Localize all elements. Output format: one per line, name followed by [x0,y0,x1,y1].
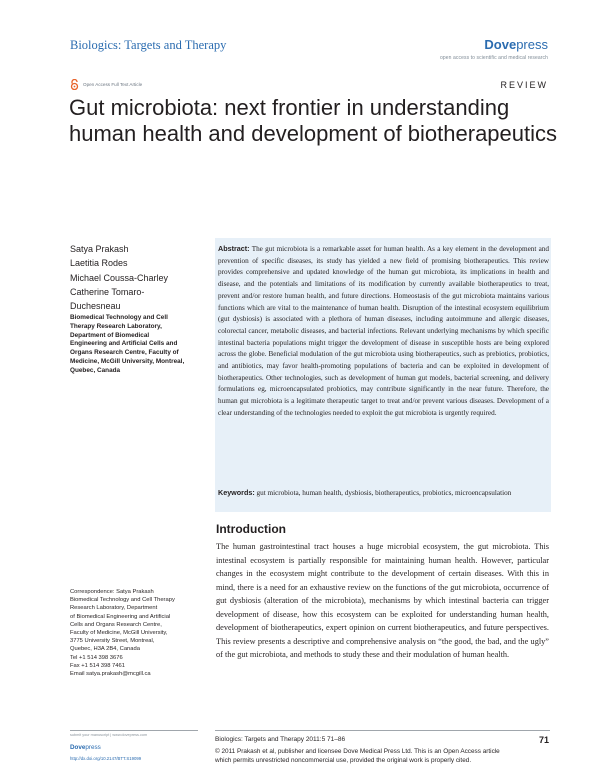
affiliation-line: Medicine, McGill University, Montreal, [70,357,185,365]
affiliation-line: Therapy Research Laboratory, [70,322,162,330]
submit-manuscript-link[interactable]: submit your manuscript | www.dovepress.com [70,733,148,737]
author-name: Catherine Tomaro- [70,286,145,297]
article-title-line: Gut microbiota: next frontier in understanding [69,95,510,120]
copyright-notice [215,748,555,766]
abstract-label: Abstract: [218,244,250,253]
correspondence-line: Cells and Organs Research Centre, [70,621,162,628]
keywords [218,487,549,500]
article-title [69,95,569,147]
abstract [218,243,549,420]
affiliation [70,314,200,376]
correspondence-block [70,588,200,678]
footer-logo-light: press [85,744,101,751]
affiliation-line: Organs Research Centre, Faculty of [70,349,179,357]
open-access-text: Open Access Full Text Article [83,82,143,87]
publisher-logo[interactable] [484,37,548,52]
correspondence-line: Biomedical Technology and Cell Therapy [70,597,175,604]
keywords-text: gut microbiota, human health, dysbiosis, biotherapeutics, probiotics, microencapsulation [256,489,512,497]
footer-logo-bold: Dove [70,744,86,751]
article-title-line: human health and development of biotherapeutics [69,121,558,146]
publisher-logo-light: press [516,37,548,52]
author-name: Satya Prakash [70,244,129,254]
correspondence-email[interactable]: Email satya.prakash@mcgill.ca [70,671,151,678]
affiliation-line: Department of Biomedical [70,331,150,339]
correspondence-line: Fax +1 514 398 7461 [70,662,125,669]
section-heading-introduction: Introduction [216,522,286,536]
correspondence-line: Quebec, H3A 2B4, Canada [70,646,140,653]
footer-divider [215,730,550,731]
journal-title: Biologics: Targets and Therapy [70,38,227,52]
article-type: REVIEW [500,80,548,90]
abstract-text: The gut microbiota is a remarkable asset for human health. As a key element in the development and prevention of specific diseases, its study has yielded a new field of promising biotherapeutics. This review provides comprehensive and updated knowledge of the human gut microbiota, its implications in health and disease, and the potentials and limitations of its modification by currently available biotherapeutics to treat, prevent and/or restore human health, and future directions. Homeostasis of the gut microbiota maintains various functions which are vital to the maintenance of human health. Disruption of the intestinal ecosystem equilibrium (gut dysbiosis) is associated with a plethora of human diseases, including autoimmune and allergic diseases, colorectal cancer, metabolic diseases, and bacterial infections. Relevant underlying mechanisms by which specific intestinal bacteria populations might trigger the development of disease in susceptible hosts are being explored across the globe. Beneficial modulation of the gut microbiota using biotherapeutics, such as prebiotics, probiotics, and antibiotics, may favor health-promoting populations of bacteria and can be exploited in development of biotherapeutics. Other technologies, such as development of human gut models, bacterial screening, and delivery formulations eg, microencapsulated probiotics, may contribute significantly in the near future. Therefore, the human gut microbiota is a legitimate therapeutic target to treat and/or prevent various diseases. Development of a clear understanding of the technologies needed to exploit the gut microbiota is urgently required. [218,245,549,417]
correspondence-line: Tel +1 514 398 3676 [70,654,123,661]
introduction-body: The human gastrointestinal tract houses a huge microbial ecosystem, the gut microbiota. This intestinal ecosystem is partially responsible for maintaining human health. However, particular changes in the ecosystem might contribute to the development of certain diseases. With this in mind, there is a need for an exhaustive review on the functions of the gut microbiota, occurrence of gut dysbiosis (alteration of the microbiota), mechanisms by which intestinal bacteria can trigger development of disease, how this ecosystem can be exploited for understanding human health, development of biotherapeutics, expert opinion on current biotherapeutics, and future perspectives. This review presents a descriptive and comprehensive analysis on “the good, the bad, and the ugly” of the gut microbiota, and methods to study these and their modulation of human health. [216,542,549,659]
citation: Biologics: Targets and Therapy 2011:5 71–86 [215,736,346,743]
open-access-lock-icon [70,79,79,90]
affiliation-line: Engineering and Artificial Cells and [70,340,178,348]
correspondence-line: of Biomedical Engineering and Artificial [70,613,171,620]
footer-publisher-logo[interactable] [70,744,101,751]
author-name: Laetitia Rodes [70,258,128,269]
footer-divider [70,730,198,731]
correspondence-line: 3775 University Street, Montreal, [70,638,155,645]
correspondence-line: Correspondence: Satya Prakash [70,589,154,595]
doi-link[interactable]: http://dx.doi.org/10.2147/BTT.S19099 [70,756,142,761]
correspondence-line: Research Laboratory, Department [70,605,158,612]
affiliation-line: Quebec, Canada [70,366,121,374]
correspondence-line: Faculty of Medicine, McGill University, [70,630,168,637]
author-list [70,242,168,313]
copyright-line: © 2011 Prakash et al, publisher and licensee Dove Medical Press Ltd. This is an Open Access article [215,748,500,755]
publisher-tagline: open access to scientific and medical research [440,55,548,61]
open-access-label [70,79,142,90]
keywords-label: Keywords: [218,488,255,497]
author-name: Duchesneau [70,301,121,312]
affiliation-line: Biomedical Technology and Cell [70,314,168,321]
copyright-line: which permits unrestricted noncommercial use, provided the original work is properly cited. [215,756,472,764]
publisher-logo-bold: Dove [484,37,517,52]
page-number: 71 [539,735,550,745]
author-name: Michael Coussa-Charley [70,272,169,283]
